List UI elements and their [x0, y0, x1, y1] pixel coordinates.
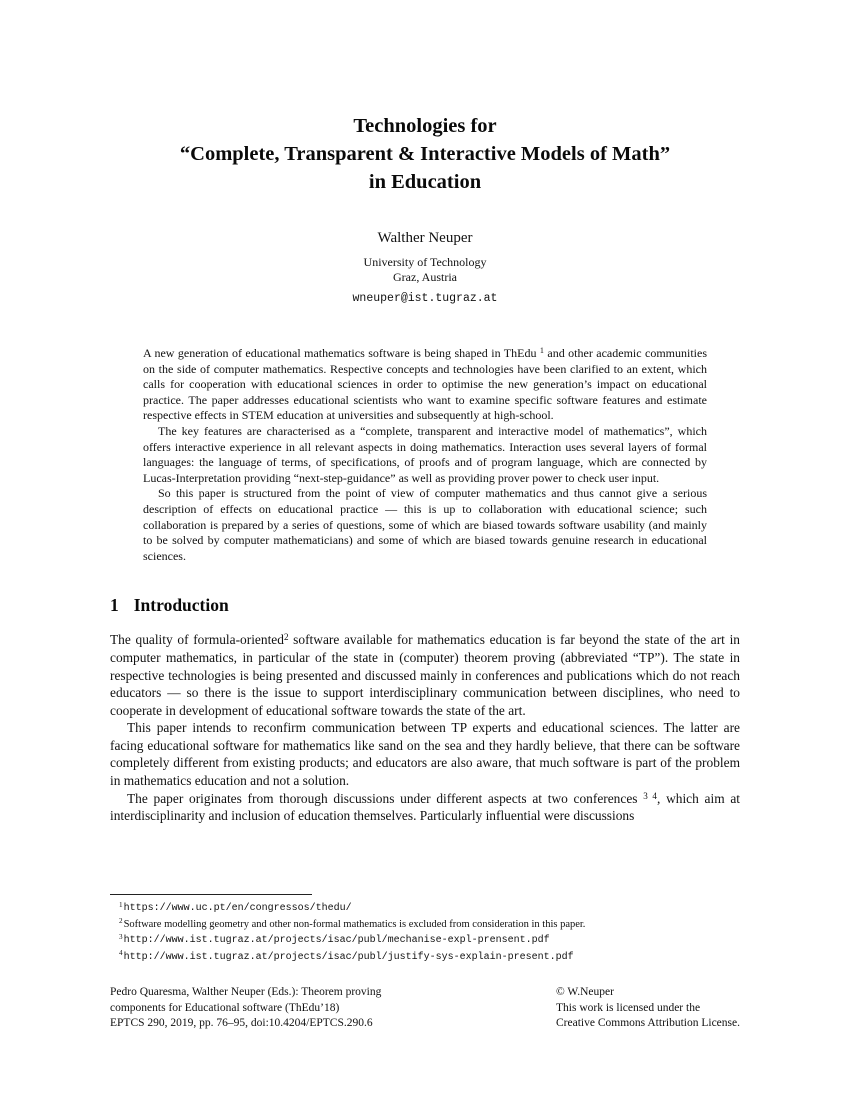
footer-license [556, 985, 740, 1032]
footnote-rule [110, 894, 312, 895]
author-name: Walther Neuper [377, 230, 473, 246]
footnote-marker: 1 [119, 900, 123, 909]
abstract-paragraph: So this paper is structured from the point of view of computer mathematics and thus cannot give a serious description of effects on educational practice — this is up to collaboration with educational science; such collaboration is prepared by a series of questions, some of which are biased towards software usability (and mainly to be solved by computer mathematicians) and some of which are biased towards genuine research in educational sciences. [143, 486, 707, 563]
footer-copyright: © W.Neuper [556, 986, 614, 998]
footnote-url-link[interactable]: https://www.uc.pt/en/congressos/thedu/ [123, 903, 352, 914]
section-title: Introduction [133, 595, 229, 616]
footnote-1 [110, 900, 740, 917]
title-line-3: in Education [368, 171, 482, 193]
body-paragraph: The paper originates from thorough discussions under different aspects at two conferences $^{3 4}$, which aim at interdisciplinarity and inclusion of education themselves. Particularly influential were discussions [110, 790, 741, 824]
author-affiliation: University of Technology [363, 255, 487, 269]
author-block [110, 229, 740, 306]
footnote-2 [110, 917, 740, 933]
footer-citation [110, 985, 381, 1032]
paper-title [110, 112, 740, 196]
publication-footer [110, 985, 740, 1032]
footnote-url-link[interactable]: http://www.ist.tugraz.at/projects/isac/publ/mechanise-expl-prensent.pdf [123, 935, 550, 946]
author-location: Graz, Austria [393, 270, 457, 284]
title-line-2: “Complete, Transparent & Interactive Models of Math” [179, 143, 671, 165]
footnote-marker: 3 [119, 932, 123, 941]
footer-doi-link[interactable]: EPTCS 290, 2019, pp. 76–95, doi:10.4204/EPTCS.290.6 [110, 1017, 373, 1029]
footnote-area [110, 894, 740, 965]
footnote-3 [110, 932, 740, 949]
section-heading-introduction [110, 594, 740, 616]
abstract-paragraph: The key features are characterised as a “complete, transparent and interactive model of mathematics”, which offers interactive experience in all relevant aspects in doing mathematics. Interaction uses several layers of formal languages: the language of terms, of specifications, of proofs and of program language, which are connected by Lucas-Interpretation providing “next-step-guidance” as well as providing prover power to check user input. [143, 423, 707, 485]
footnote-4 [110, 949, 740, 966]
title-line-1: Technologies for [353, 115, 497, 137]
footer-license-line-1: This work is licensed under the [556, 1001, 701, 1014]
body-paragraph: The quality of formula-oriented$^2$ software available for mathematics education is far beyond the state of the art in computer mathematics, in particular of the state in (computer) theorem proving (abbreviated “TP”). The state in respective technologies is being presented and discussed mainly in conferences and publications which do not reach educators — so there is the issue to support interdisciplinary communication between disciplines, who need to cooperate in development of educational software towards the state of the art. [110, 632, 740, 718]
footnote-text: Software modelling geometry and other non-formal mathematics is excluded from consideration in this paper. [123, 918, 586, 930]
introduction-body [110, 631, 740, 825]
author-email-link[interactable]: wneuper@ist.tugraz.at [352, 292, 498, 305]
body-paragraph: This paper intends to reconfirm communication between TP experts and educational sciences. The latter are facing educational software for mathematics like sand on the sea and they hardly believe, that there can be software completely different from existing products; and educators are also aware, that much software is part of the problem in mathematics education and not a solution. [110, 720, 740, 789]
footer-proceedings-line: components for Educational software (ThEdu’18) [110, 1001, 340, 1014]
footnote-marker: 4 [119, 949, 123, 958]
abstract-paragraph: A new generation of educational mathematics software is being shaped in ThEdu $^1$ and other academic communities on the side of computer mathematics. Respective concepts and technologies have been clarified to an extent, which calls for cooperation with educational sciences in order to optimise the new generation’s impact on educational practice. The paper addresses educational scientists who want to examine specific software features and estimate respective effects in STEM education at universities and subsequently at high-school. [143, 346, 707, 423]
footnote-marker: 2 [119, 917, 123, 926]
footer-license-line-2: Creative Commons Attribution License. [556, 1017, 740, 1029]
section-number: 1 [110, 595, 119, 616]
footnote-url-link[interactable]: http://www.ist.tugraz.at/projects/isac/publ/justify-sys-explain-present.pdf [123, 951, 574, 963]
footer-editors-line: Pedro Quaresma, Walther Neuper (Eds.): Theorem proving [110, 986, 382, 998]
abstract [143, 346, 707, 564]
